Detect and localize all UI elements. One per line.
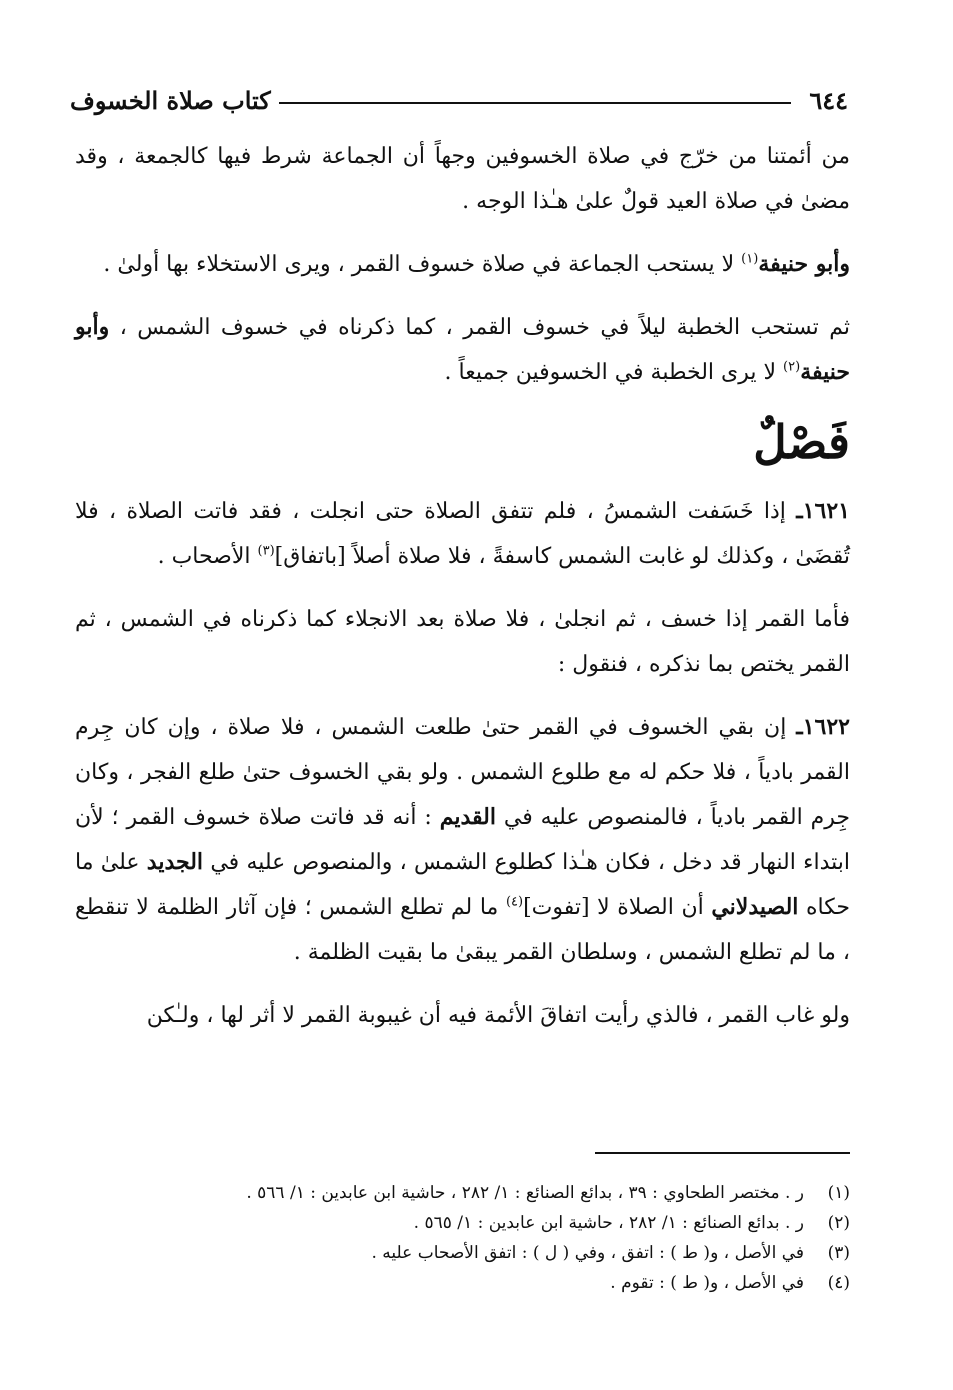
issue-number-1621: ١٦٢١ـ: [796, 498, 850, 524]
paragraph-4: [75, 489, 850, 579]
paragraph-3-rest: لا يرى الخطبة في الخسوفين جميعاً .: [444, 360, 784, 385]
footnote-separator: [595, 1152, 850, 1154]
paragraph-6-text-4: أن الصلاة لا [تفوت]: [523, 895, 712, 920]
paragraph-2-text: لا يستحب الجماعة في صلاة خسوف القمر ، ويرى الاستخلاء بها أولىٰ .: [103, 252, 742, 277]
paragraph-6: [75, 705, 850, 975]
paragraph-5: [75, 597, 850, 687]
header-rule: [279, 102, 792, 104]
chapter-title: كتاب صلاة الخسوف: [70, 85, 271, 115]
paragraph-3-text: ثم تستحب الخطبة ليلاً في خسوف القمر ، كما ذكرناه في خسوف الشمس ،: [109, 315, 850, 340]
paragraph-3: [75, 305, 850, 395]
footnote-4: [110, 1268, 850, 1298]
footnotes: [110, 1178, 850, 1298]
footnote-number: (٤): [827, 1273, 850, 1293]
footnote-ref-4: (٤): [505, 894, 524, 910]
footnote-number: (١): [827, 1183, 850, 1203]
paragraph-6-text-5: ما لم تطلع الشمس ؛ فإن آثار الظلمة لا تنقطع ، ما لم تطلع الشمس ، وسلطان القمر يبقىٰ ما بقيت الظلمة .: [75, 895, 850, 965]
paragraph-1: [75, 134, 850, 224]
abu-hanifa-name: وأبو حنيفة: [758, 251, 850, 277]
main-text: [75, 134, 850, 1038]
footnote-1: [110, 1178, 850, 1208]
paragraph-4-text: إذا خَسَفت الشمسُ ، فلم تتفق الصلاة حتى انجلت ، فقد فاتت الصلاة ، فلا تُقضَىٰ ، وكذلك لو غابت الشمس كاسفةً ، فلا صلاة أصلاً [باتفاق]: [75, 499, 850, 569]
term-qadim: القديم: [439, 804, 496, 830]
issue-number-1622: ١٦٢٢ـ: [796, 714, 850, 740]
footnote-text: في الأصل ، و( ط ) : تقوم .: [610, 1273, 804, 1293]
footnote-2: [110, 1208, 850, 1238]
footnote-ref-3: (٣): [257, 543, 275, 559]
paragraph-1-text: من أئمتنا من خرّج في صلاة الخسوفين وجهاً أن الجماعة شرط فيها كالجمعة ، وقد مضىٰ في صلاة العيد قولٌ علىٰ هـٰذا الوجه .: [75, 144, 850, 214]
page-number: ٦٤٤: [809, 85, 848, 115]
paragraph-7: [75, 993, 850, 1038]
paragraph-6-text-3: علىٰ ما حكاه: [75, 850, 850, 920]
paragraph-7-text: ولو غاب القمر ، فالذي رأيت اتفاقَ الأئمة فيه أن غيبوبة القمر لا أثر لها ، ولـٰكن: [146, 1003, 850, 1028]
footnote-text: في الأصل ، و( ط ) : اتفق ، وفي ( ل ) : اتفق الأصحاب عليه .: [371, 1243, 804, 1263]
paragraph-5-text: فأما القمر إذا خسف ، ثم انجلىٰ ، فلا صلاة بعد الانجلاء كما ذكرناه في الشمس ، ثم القمر يختص بما نذكره ، فنقول :: [75, 607, 850, 677]
paragraph-2: [75, 242, 850, 287]
footnote-ref-2: (٢): [783, 359, 801, 375]
name-saydalani: الصيدلاني: [711, 894, 799, 920]
footnote-text: ر . مختصر الطحاوي : ٣٩ ، بدائع الصنائع : ١/ ٢٨٢ ، حاشية ابن عابدين : ١/ ٥٦٦ .: [246, 1183, 804, 1203]
footnote-ref-1: (١): [741, 251, 759, 267]
footnote-number: (٣): [827, 1243, 850, 1263]
paragraph-4-end: الأصحاب .: [157, 544, 258, 569]
footnote-text: ر . بدائع الصنائع : ١/ ٢٨٢ ، حاشية ابن عابدين : ١/ ٥٦٥ .: [413, 1213, 804, 1233]
abu-hanifa-name-2: وأبو حنيفة: [75, 314, 850, 385]
paragraph-6-text-2: : أنه قد فاتت صلاة خسوف القمر ؛ لأن ابتداء النهار قد دخل ، فكان هـٰذا كطلوع الشمس ، والمنصوص عليه في: [75, 805, 850, 875]
footnote-number: (٢): [827, 1213, 850, 1233]
term-jadid: الجديد: [146, 849, 204, 875]
section-heading: فَصْلٌ: [753, 415, 850, 469]
running-header: [70, 78, 848, 122]
paragraph-6-text-1: إن بقي الخسوف في القمر حتىٰ طلعت الشمس ، فلا صلاة ، وإن كان جِرم القمر بادياً ، فلا حكم له مع طلوع الشمس . ولو بقي الخسوف حتىٰ طلع الفجر ، وكان جِرم القمر بادياً ، فالمنصوص عليه في: [75, 715, 850, 830]
footnote-3: [110, 1238, 850, 1268]
